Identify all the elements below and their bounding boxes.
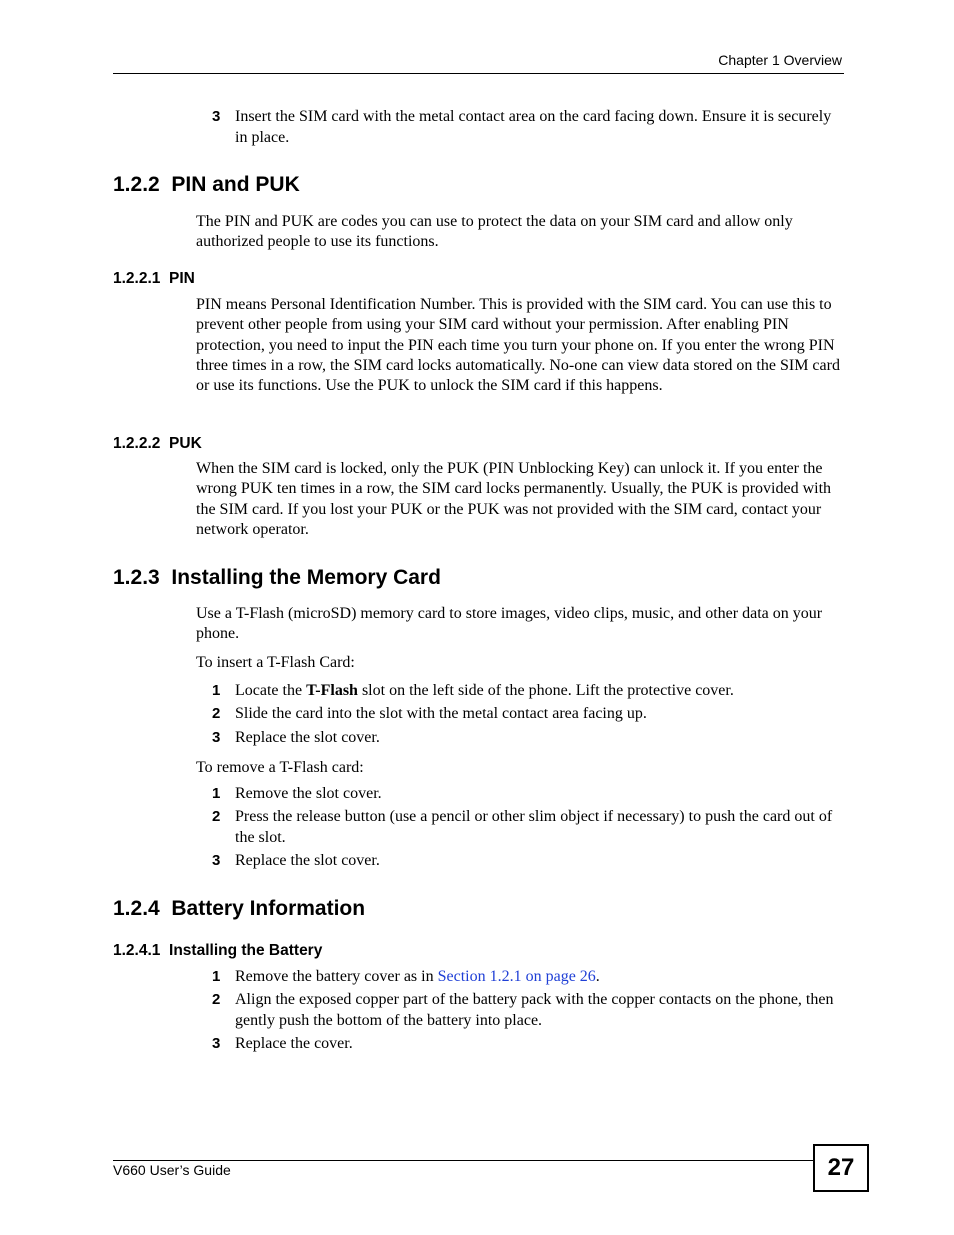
section-heading-1-2-2 bbox=[113, 173, 300, 197]
step-text: Replace the slot cover. bbox=[235, 852, 380, 869]
section-link[interactable]: Section 1.2.1 on page 26 bbox=[437, 968, 596, 985]
section-heading-1-2-2-2 bbox=[113, 435, 202, 453]
paragraph: Use a T-Flash (microSD) memory card to store images, video clips, music, and other data on your phone. bbox=[196, 605, 823, 643]
step-number: 2 bbox=[212, 991, 221, 1008]
step-text: Slide the card into the slot with the metal contact area facing up. bbox=[235, 705, 647, 722]
step-number: 1 bbox=[212, 968, 221, 985]
section-title: PIN bbox=[169, 270, 195, 287]
section-number: 1.2.4.1 bbox=[113, 942, 161, 959]
section-heading-1-2-4 bbox=[113, 897, 365, 921]
header-rule bbox=[113, 73, 844, 74]
paragraph: To insert a T-Flash Card: bbox=[196, 654, 355, 671]
section-title: PUK bbox=[169, 435, 202, 452]
step-text: Press the release button (use a pencil or other slim object if necessary) to push the card out of the slot. bbox=[235, 808, 833, 846]
step-text: Remove the slot cover. bbox=[235, 785, 382, 802]
step-number: 1 bbox=[212, 682, 221, 699]
step-number: 3 bbox=[212, 108, 221, 125]
step-text: Locate the T-Flash slot on the left side of the phone. Lift the protective cover. bbox=[235, 682, 734, 699]
section-number: 1.2.2.1 bbox=[113, 270, 161, 287]
section-title: Battery Information bbox=[171, 897, 366, 920]
step-text: Replace the cover. bbox=[235, 1035, 353, 1052]
paragraph: The PIN and PUK are codes you can use to protect the data on your SIM card and allow only authorized people to use its functions. bbox=[196, 213, 793, 251]
section-title: Installing the Battery bbox=[169, 942, 323, 959]
section-number: 1.2.4 bbox=[113, 897, 160, 920]
ui-term: T-Flash bbox=[306, 682, 358, 699]
section-heading-1-2-3 bbox=[113, 566, 441, 590]
section-heading-1-2-2-1 bbox=[113, 270, 195, 288]
step-text: Insert the SIM card with the metal contact area on the card facing down. Ensure it is securely in place. bbox=[235, 108, 832, 146]
step-number: 1 bbox=[212, 785, 221, 802]
section-number: 1.2.2.2 bbox=[113, 435, 161, 452]
page-header-text: Chapter 1 Overview bbox=[718, 52, 842, 68]
paragraph: To remove a T-Flash card: bbox=[196, 759, 364, 776]
paragraph: PIN means Personal Identification Number. This is provided with the SIM card. You can use this to prevent other people from using your SIM card without your permission. After enabling PIN protection, you need to input the PIN each time you turn your phone on. If you enter the wrong PIN three times in a row, the SIM card locks automatically. No-one can view data stored on the SIM card or use its functions. Use the PUK to unlock the SIM card if this happens. bbox=[196, 296, 840, 395]
page-number: 27 bbox=[813, 1144, 869, 1192]
step-text: Remove the battery cover as in Section 1.2.1 on page 26. bbox=[235, 968, 600, 985]
step-number: 2 bbox=[212, 705, 221, 722]
step-text: Replace the slot cover. bbox=[235, 729, 380, 746]
step-number: 2 bbox=[212, 808, 221, 825]
step-number: 3 bbox=[212, 852, 221, 869]
step-number: 3 bbox=[212, 729, 221, 746]
paragraph: When the SIM card is locked, only the PUK (PIN Unblocking Key) can unlock it. If you enter the wrong PUK ten times in a row, the SIM card locks permanently. Usually, the PUK is provided with the SIM card. If you lost your PUK or the PUK was not provided with the SIM card, contact your network operator. bbox=[196, 460, 832, 538]
section-number: 1.2.3 bbox=[113, 566, 160, 589]
section-number: 1.2.2 bbox=[113, 173, 160, 196]
section-title: PIN and PUK bbox=[171, 173, 300, 196]
step-number: 3 bbox=[212, 1035, 221, 1052]
section-heading-1-2-4-1 bbox=[113, 942, 322, 960]
step-text: Align the exposed copper part of the battery pack with the copper contacts on the phone, then gently push the bottom of the battery into place. bbox=[235, 991, 834, 1029]
footer-guide-title: V660 User’s Guide bbox=[113, 1162, 231, 1178]
section-title: Installing the Memory Card bbox=[171, 566, 441, 589]
footer-rule bbox=[113, 1160, 813, 1161]
